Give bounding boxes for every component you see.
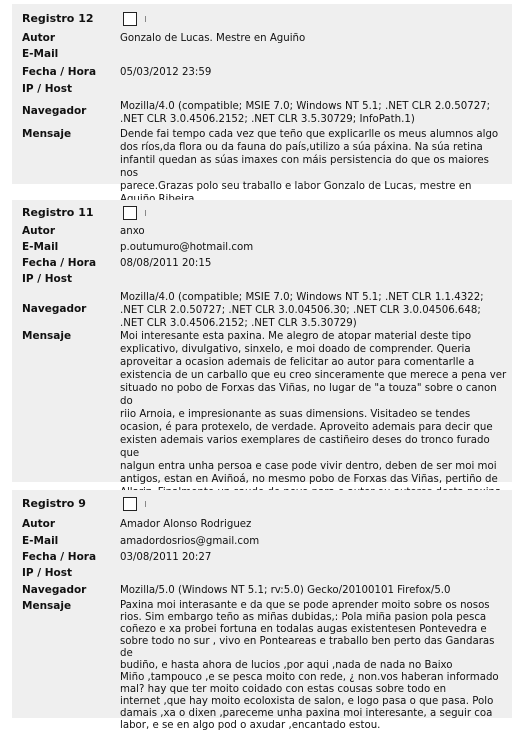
mensaje-line: existen ademais varios exemplares de castiñeiro deses do tronco furado que: [120, 435, 490, 459]
navegador-value: [120, 291, 508, 330]
email-value[interactable]: p.outumuro@hotmail.com: [120, 242, 254, 253]
divider-mark: [145, 501, 146, 507]
record-title: Registro 9: [22, 497, 86, 510]
mensaje-line: Moi interesante esta paxina. Me alegro de atopar material deste tipo: [120, 331, 472, 342]
navegador-label: Navegador: [22, 105, 87, 117]
mensaje-line: nalgun entra unha persoa e case pode vivir dentro, deben de ser moi moi: [120, 461, 497, 472]
navegador-line: Mozilla/4.0 (compatible; MSIE 7.0; Windows NT 5.1; .NET CLR 1.1.4322;: [120, 292, 484, 303]
mensaje-line: ocasion, é para protexelo, de verdade. Aproveito ademais para decir que: [120, 422, 493, 433]
mensaje-line: aproveitar a ocasion ademais de felicitar ao autor para comentarlle a: [120, 357, 475, 368]
email-label: E-Mail: [22, 48, 59, 60]
navegador-line: Mozilla/5.0 (Windows NT 5.1; rv:5.0) Gecko/20100101 Firefox/5.0: [120, 585, 451, 596]
divider-mark: [145, 16, 146, 22]
mensaje-label: Mensaje: [22, 600, 72, 612]
select-checkbox[interactable]: [123, 206, 137, 220]
mensaje-line: situado no pobo de Forxas das Viñas, no lugar de "a touza" sobre o canon do: [120, 383, 497, 407]
autor-label: Autor: [22, 32, 56, 44]
navegador-value: [120, 584, 508, 597]
mensaje-line: explicativo, divulgativo, sinxelo, e moi doado de comprender. Queria: [120, 344, 471, 355]
autor-value: Gonzalo de Lucas. Mestre en Aguiño: [120, 33, 306, 44]
divider-mark: [145, 210, 146, 216]
record-title: Registro 11: [22, 206, 94, 219]
ip-label: IP / Host: [22, 83, 73, 95]
autor-label: Autor: [22, 225, 56, 237]
record-title: Registro 12: [22, 12, 94, 25]
fecha-value: 05/03/2012 23:59: [120, 67, 212, 78]
mensaje-line: existencia de un carballo que eu creo sinceramente que merece a pena ver: [120, 370, 507, 381]
mensaje-label: Mensaje: [22, 128, 72, 140]
fecha-label: Fecha / Hora: [22, 257, 97, 269]
navegador-line: .NET CLR 3.0.4506.2152; .NET CLR 3.5.30729): [120, 318, 357, 329]
mensaje-value: [120, 600, 508, 732]
fecha-label: Fecha / Hora: [22, 551, 97, 563]
mensaje-line: mal? hay que ter moito coidado con estas cousas sobre todo en: [120, 684, 447, 695]
navegador-value: [120, 100, 508, 126]
mensaje-line: coñezo e xa probei fortuna en todalas augas existentesen Pontevedra e: [120, 624, 487, 635]
mensaje-line: Dende fai tempo cada vez que teño que explicarlle os meus alumnos algo: [120, 129, 499, 140]
mensaje-line: damais ,xa o dixen ,pareceme unha paxina moi interesante, a seguir coa: [120, 708, 493, 719]
mensaje-line: labor, e se en algo pod o axudar ,encantado estou.: [120, 720, 381, 731]
mensaje-line: riio Arnoia, e impresionante as suas dimensions. Visitadeo se tendes: [120, 409, 471, 420]
select-checkbox[interactable]: [123, 12, 137, 26]
email-label: E-Mail: [22, 241, 59, 253]
mensaje-label: Mensaje: [22, 330, 72, 342]
mensaje-line: dos ríos,da flora ou da fauna do país,utilizo a súa páxina. Na súa retina: [120, 142, 483, 153]
navegador-line: Mozilla/4.0 (compatible; MSIE 7.0; Windows NT 5.1; .NET CLR 2.0.50727;: [120, 101, 491, 112]
mensaje-line: infantil quedan as súas imaxes con máis persistencia do que os maiores nos: [120, 155, 489, 179]
ip-label: IP / Host: [22, 273, 73, 285]
mensaje-line: budiño, e hasta ahora de lucios ,por aqui ,nada de nada no Baixo: [120, 660, 453, 671]
mensaje-line: Paxina moi interasante e da que se pode aprender moito sobre os nosos: [120, 600, 490, 611]
fecha-label: Fecha / Hora: [22, 66, 97, 78]
mensaje-value: [120, 330, 508, 512]
mensaje-line: Miño ,tampouco ,e se pesca moito con rede, ¿ non.vos haberan informado: [120, 672, 499, 683]
fecha-value: 08/08/2011 20:15: [120, 258, 212, 269]
record-11: [12, 200, 512, 485]
email-value[interactable]: amadordosrios@gmail.com: [120, 536, 260, 547]
navegador-line: .NET CLR 3.0.4506.2152; .NET CLR 3.5.30729; InfoPath.1): [120, 114, 415, 125]
mensaje-line: antigos, estan en Aviñoá, no mesmo pobo de Forxas das Viñas, pertiño de: [120, 474, 498, 485]
mensaje-line: parece.Grazas polo seu traballo e labor Gonzalo de Lucas, mestre en: [120, 181, 472, 192]
fecha-value: 03/08/2011 20:27: [120, 552, 212, 563]
navegador-label: Navegador: [22, 584, 87, 596]
autor-value: anxo: [120, 226, 145, 237]
record-9: [12, 490, 512, 731]
mensaje-line: sobre todo no sur , vivo en Ponteareas e traballo ben perto das Gandaras de: [120, 636, 495, 659]
record-12: [12, 4, 512, 192]
mensaje-line: rios. Sim embargo teño as miñas dubidas,: Pola miña pasion pola pesca: [120, 612, 487, 623]
ip-label: IP / Host: [22, 567, 73, 579]
mensaje-line: internet ,que hay moito ecoloxista de salon, e logo pasa o que pasa. Polo: [120, 696, 494, 707]
autor-value: Amador Alonso Rodriguez: [120, 519, 252, 530]
navegador-line: .NET CLR 2.0.50727; .NET CLR 3.0.04506.30; .NET CLR 3.0.04506.648;: [120, 305, 481, 316]
select-checkbox[interactable]: [123, 497, 137, 511]
autor-label: Autor: [22, 518, 56, 530]
navegador-label: Navegador: [22, 303, 87, 315]
email-label: E-Mail: [22, 535, 59, 547]
mensaje-value: [120, 128, 508, 206]
